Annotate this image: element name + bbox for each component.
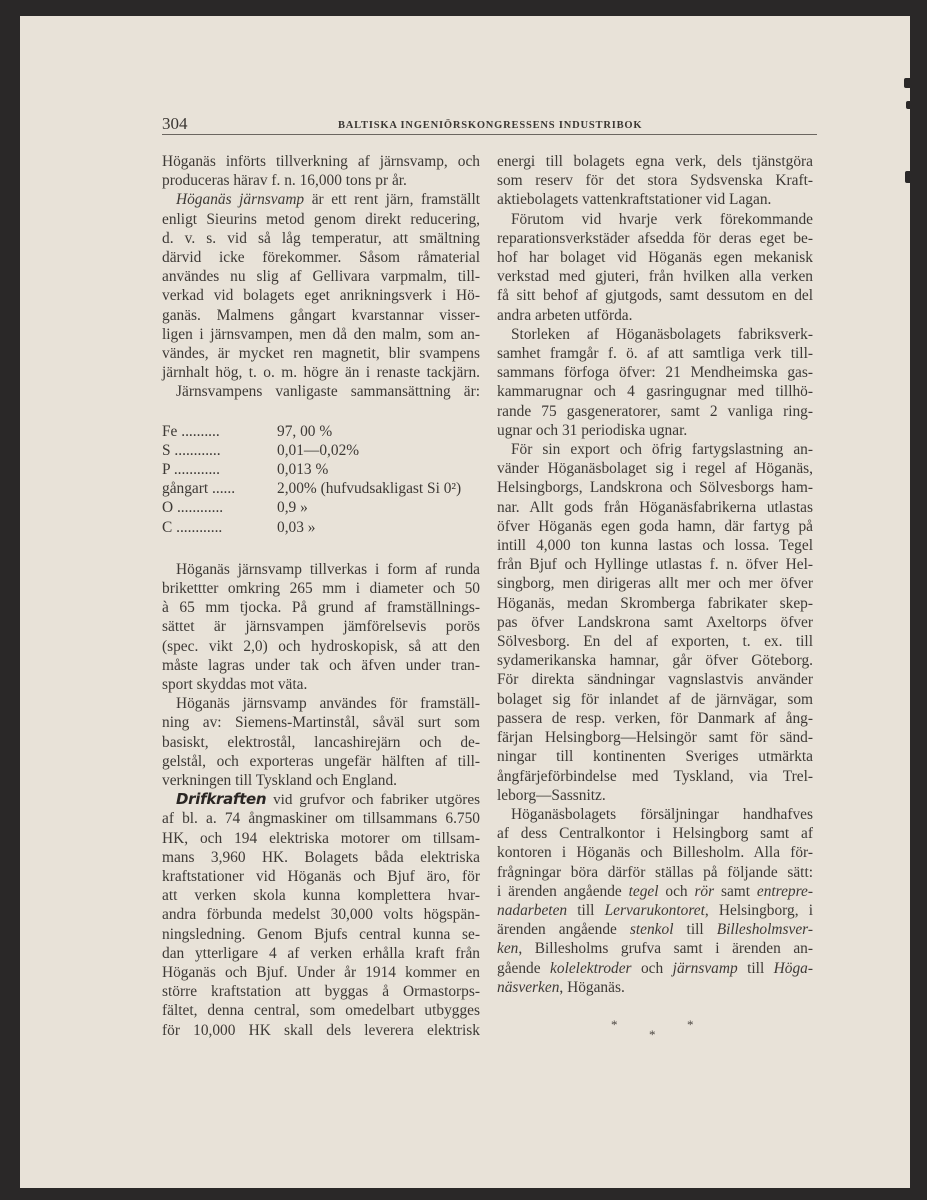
text-line: HK, och 194 elektriska motorer om tillsam-: [162, 829, 480, 847]
text-line: ganäs. Malmens gångart kvarstannar visser-: [162, 306, 480, 324]
text-span: och: [631, 959, 673, 977]
text-line: frågningar böra därför ställas på följande sätt:: [497, 863, 813, 881]
text-line: Höganäs järnsvamp tillverkas i form af runda: [176, 560, 480, 578]
text-line: ångfärjeförbindelse med Tyskland, via Trel-: [497, 767, 813, 785]
text-line: Höganäs, medan Skromberga fabrikater skep-: [497, 594, 813, 612]
asterisk: *: [649, 1026, 656, 1042]
text-line: aktiebolagets vattenkraftstationer vid Lagan.: [497, 191, 772, 209]
text-line: få sitt behof af gjutgods, samt dessutom en del: [497, 287, 813, 305]
text-line: måste lagras under tak och äfven under tran-: [162, 656, 480, 674]
text-line: dan ytterligare 4 af verken erhålla kraft från: [162, 944, 480, 962]
composition-row-c: [162, 518, 480, 537]
text-line: för 10,000 HK skall dels leverera elektrisk: [162, 1021, 480, 1039]
italic-term: nadarbeten: [497, 901, 568, 919]
element-value: 97, 00 %: [277, 422, 333, 440]
text-line: fältet, denna central, som omedelbart utbygges: [162, 1002, 480, 1020]
left-column: [162, 152, 480, 1040]
italic-term: kolelektroder: [550, 959, 632, 977]
text-line: [497, 959, 813, 978]
italic-term: Billesholmsver-: [716, 921, 813, 939]
text-line: sydamerikanska hamnar, går öfver Göteborg.: [497, 652, 813, 670]
text-line: sport skyddas mot väta.: [162, 675, 308, 693]
element-label: O ............: [162, 499, 224, 517]
page-edge-tear: [904, 78, 912, 88]
text-line: samhet framgår f. ö. af att samtliga verk till-: [497, 345, 813, 363]
paragraph: [162, 382, 480, 401]
element-value: 0,013 %: [277, 461, 329, 479]
element-label: Fe ..........: [162, 422, 220, 440]
element-value: 2,00% (hufvudsakligast Si 0²): [277, 480, 462, 498]
text-line: intill 4,000 ton kunna lastas och lossa. Tegel: [497, 537, 813, 555]
text-line: andra förbunda medelst 30,000 volts högspän-: [162, 906, 480, 924]
text-line: ugnar och 31 periodiska ugnar.: [497, 421, 688, 439]
text-line: d. v. s. vid så låg temperatur, att smältning: [162, 229, 480, 247]
paragraph: [497, 210, 813, 325]
composition-row-o: [162, 498, 480, 517]
text-line: Höganäs och Bjuf. Under år 1914 kommer en: [162, 964, 480, 982]
text-line: rande 75 gasgeneratorer, samt 2 vanliga ring-: [497, 402, 813, 420]
text-line: Järnsvampens vanligaste sammansättning är:: [176, 383, 480, 401]
text-line: färjan Helsingborg—Helsingör samt för sänd-: [497, 729, 813, 747]
element-value: 0,01—0,02%: [277, 441, 360, 459]
text-span: , Helsingborg, i: [704, 901, 813, 919]
italic-term: Höganäs järnsvamp: [176, 191, 305, 209]
text-span: , Billesholms grufva samt i ärenden an-: [518, 940, 813, 958]
text-line: Höganäs järnsvamp användes för framställ-: [176, 695, 480, 713]
text-line: kraftstationer vid Höganäs och Bjuf äro, för: [162, 868, 480, 886]
text-span: är ett rent järn, framställt: [304, 191, 480, 209]
text-line: Höganäsbolagets försäljningar handhafves: [511, 805, 813, 823]
text-line: verkningen till Tyskland och England.: [162, 772, 398, 789]
text-line: produceras härav f. n. 16,000 tons pr år.: [162, 172, 407, 190]
text-span: och: [658, 882, 695, 900]
text-line: nar. Allt gods från Höganäsfabrikerna utlastas: [497, 498, 813, 516]
text-line: af bl. a. 74 ångmaskiner om tillsammans 6.750: [162, 810, 480, 828]
text-line: ningsledning. Genom Bjufs central kunna se-: [162, 925, 480, 943]
text-line: ningar till kontinenten Sveriges utmärkta: [497, 748, 813, 766]
text-span: , Höganäs.: [559, 978, 625, 996]
text-line: pas öfver Landskrona samt Axeltorps öfver: [497, 613, 813, 631]
text-line: För direkta sändningar vagnslastvis använder: [497, 671, 813, 689]
text-line: sammans förfoga öfver: 21 Mendheimska gas-: [497, 364, 813, 382]
text-line: brikettter omkring 265 mm i diameter och 50: [162, 579, 480, 597]
right-column: [497, 152, 813, 1055]
element-label: C ............: [162, 518, 223, 536]
text-span: till: [737, 959, 774, 977]
text-line: vändes, är mycket ren magnetit, blir svampens: [162, 345, 480, 363]
text-line: gelstål, och exporteras ungefär hälften af till-: [162, 752, 480, 770]
text-line: [497, 882, 813, 901]
text-line: energi till bolagets egna verk, dels tjänstgöra: [497, 153, 813, 170]
paragraph: [162, 152, 480, 190]
text-line: bolaget sig för inlandet af de järnvägar, som: [497, 690, 813, 708]
italic-term: ken: [497, 940, 519, 958]
text-line: [162, 790, 480, 809]
paragraph: [497, 325, 813, 440]
paragraph: [497, 152, 813, 210]
text-line: verkad vid bolagets eget anrikningsverk i Hö-: [162, 287, 480, 305]
page-edge-tear: [906, 101, 912, 109]
text-span: gående: [497, 959, 551, 977]
text-line: verkstad med gjuteri, från hvilken alla verken: [497, 268, 813, 286]
text-line: (spec. vikt 2,0) och hydroskopisk, så att den: [162, 637, 480, 655]
text-line: basiskt, elektrostål, lancashirejärn och de-: [162, 733, 480, 751]
text-line: att verken skola kunna komplettera hvar-: [162, 887, 480, 905]
text-line: därvid icke förekommer. Såsom råmaterial: [162, 249, 480, 267]
page-header: [162, 114, 817, 135]
text-span: vid grufvor och fabriker utgöres: [266, 791, 480, 809]
text-line: andra arbeten utförda.: [497, 306, 633, 324]
italic-term: Höga-: [773, 959, 813, 977]
page: [20, 16, 910, 1188]
italic-term: järnsvamp: [672, 959, 738, 977]
element-label: P ............: [162, 461, 221, 479]
text-span: till: [673, 921, 717, 939]
text-line: ning av: Siemens-Martinstål, såväl surt som: [162, 714, 480, 732]
composition-row-p: [162, 460, 480, 479]
paragraph: [497, 440, 813, 805]
asterisk: *: [687, 1016, 694, 1032]
text-line: större kraftstation att byggas å Ormastorps-: [162, 983, 480, 1001]
text-line: singborg, men dirigeras allt mer och mer öfver: [497, 575, 813, 593]
composition-row-gangart: [162, 479, 480, 498]
italic-term: stenkol: [629, 921, 674, 939]
italic-term: entrepre-: [756, 882, 813, 900]
running-title: BALTISKA INGENIÖRSKONGRESSENS INDUSTRIBOK: [338, 120, 643, 131]
text-line: från Bjuf och Hyllinge utlastas f. n. öfver Hel-: [497, 556, 813, 574]
paragraph: [162, 694, 480, 790]
text-line: Storleken af Höganäsbolagets fabriksverk-: [511, 325, 813, 343]
text-span: i ärenden angående: [497, 882, 629, 900]
composition-table: [162, 422, 480, 537]
italic-term: Lervarukontoret: [604, 901, 705, 919]
text-line: som reserv för det stora Sydsvenska Kraft-: [497, 172, 813, 190]
text-line: kammarugnar och 4 gasringugnar med tillhö-: [497, 383, 813, 401]
italic-term: rör: [694, 882, 715, 900]
page-edge-tear: [905, 171, 912, 183]
text-line: leborg—Sassnitz.: [497, 786, 606, 804]
section-separator: [497, 1015, 813, 1055]
text-line: passera de resp. verken, för Danmark af ång-: [497, 709, 813, 727]
text-line: [497, 939, 813, 958]
element-label: gångart ......: [162, 480, 236, 498]
text-line: [497, 920, 813, 939]
composition-row-s: [162, 441, 480, 460]
element-value: 0,9 »: [277, 499, 308, 517]
text-line: Sölvesborg. En del af exporten, t. ex. till: [497, 633, 813, 651]
text-span: till: [567, 901, 605, 919]
paragraph: [162, 790, 480, 1040]
text-line: af dess Centralkontor i Helsingborg samt af: [497, 825, 813, 843]
text-line: sättet är järnsvampen jämförelsevis porös: [162, 618, 480, 636]
bold-heading-term: Drifkraften: [176, 790, 267, 809]
page-number: 304: [162, 114, 188, 133]
italic-term: näsverken: [497, 978, 560, 996]
text-line: [497, 978, 813, 997]
text-line: mans 3,960 HK. Bolagets båda elektriska: [162, 848, 480, 866]
text-line: Höganäs införts tillverkning af järnsvamp, och: [162, 153, 480, 170]
text-line: à 65 mm tjocka. På grund af framställnings-: [162, 599, 480, 617]
text-line: [497, 901, 813, 920]
text-line: användes nu slig af Gellivara varpmalm, till-: [162, 268, 480, 286]
text-line: enligt Sieurins metod genom direkt reducering,: [162, 210, 480, 228]
italic-term: tegel: [628, 882, 659, 900]
text-line: kontoren i Höganäs och Billesholm. Alla för-: [497, 844, 813, 862]
text-line: Förutom vid hvarje verk förekommande: [511, 210, 813, 228]
text-line: öfver Höganäs egen goda hamn, där fartyg på: [497, 517, 813, 535]
paragraph: [162, 190, 480, 382]
text-line: vänder Höganäsbolaget sig i regel af Höganäs,: [497, 460, 813, 478]
text-span: samt: [714, 882, 757, 900]
text-line: [162, 190, 480, 209]
paragraph: [497, 805, 813, 997]
composition-row-fe: [162, 422, 480, 441]
text-line: För sin export och öfrig fartygslastning an-: [511, 441, 813, 459]
text-line: Helsingborgs, Landskrona och Sölvesborgs ham-: [497, 479, 813, 497]
element-label: S ............: [162, 441, 221, 459]
text-line: ligen i järnsvampen, men då den malm, som an-: [162, 325, 480, 343]
element-value: 0,03 »: [277, 518, 316, 536]
asterisk: *: [611, 1016, 618, 1032]
text-line: hof har bolaget vid Höganäs egen mekanisk: [497, 249, 813, 267]
text-span: ärenden angående: [497, 921, 630, 939]
text-line: järnhalt hög, t. o. m. högre än i renaste tackjärn.: [162, 364, 480, 382]
paragraph: [162, 560, 480, 694]
text-line: reparationsverkstäder afsedda för deras eget be-: [497, 229, 813, 247]
